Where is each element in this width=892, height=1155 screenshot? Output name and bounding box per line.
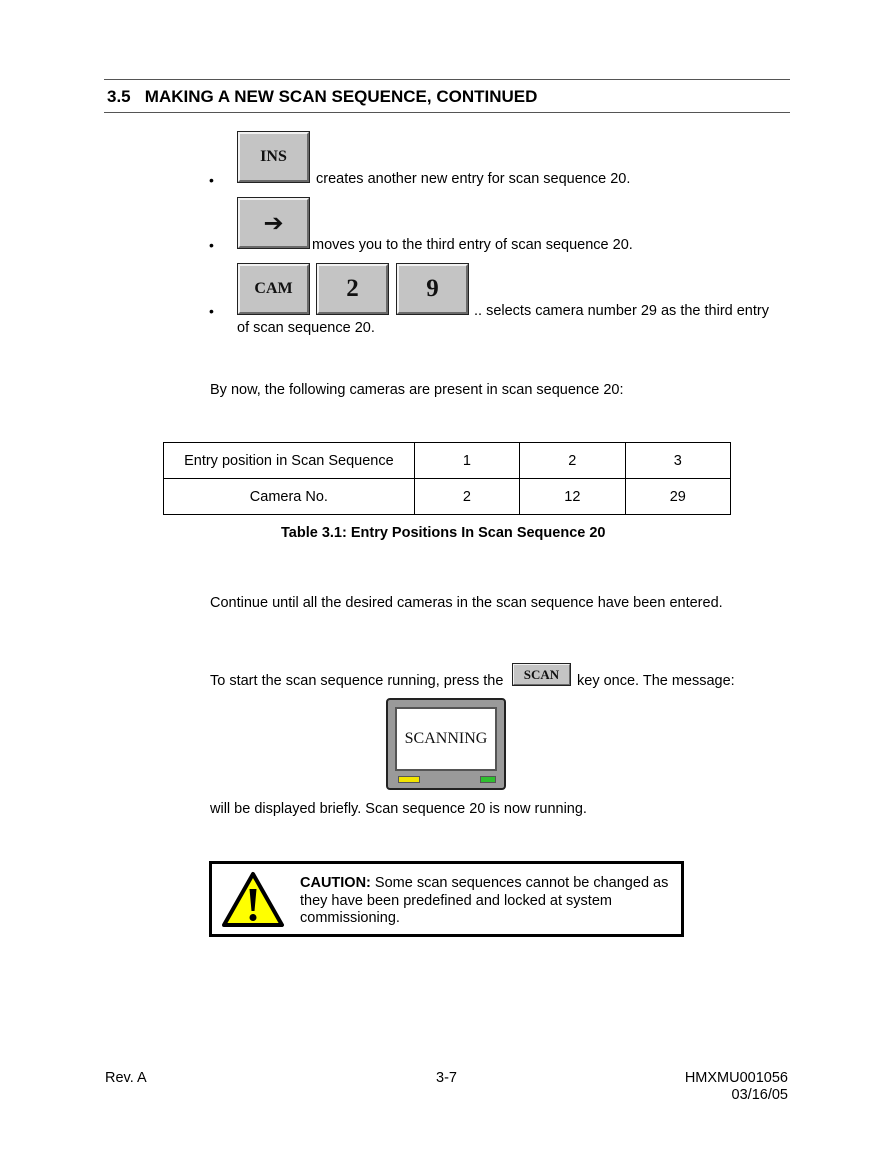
ins-key[interactable]: INS [238,132,309,182]
right-arrow-key[interactable] [238,198,309,248]
status-led-yellow [398,776,420,783]
scan-key[interactable]: SCAN [513,664,570,685]
caution-label: CAUTION: [300,875,371,891]
table-cell: 29 [625,479,730,515]
table-cell: Camera No. [164,479,415,515]
displayed-paragraph: will be displayed briefly. Scan sequence 20 is now running. [210,801,587,817]
start-paragraph-after: key once. The message: [577,673,735,689]
bullet-1-text: creates another new entry for scan sequence 20. [316,171,631,187]
top-rule [104,79,790,80]
table-cell: 1 [414,443,519,479]
caution-message [300,875,680,928]
table-cell: 2 [520,443,625,479]
footer-date: 03/16/05 [731,1087,788,1103]
section-heading: 3.5 MAKING A NEW SCAN SEQUENCE, CONTINUED [107,87,538,106]
bullet-3-text-cont: of scan sequence 20. [237,320,375,336]
cam-key[interactable]: CAM [238,264,309,314]
bullet-2-text: moves you to the third entry of scan sequence 20. [312,237,633,253]
digit-2-key[interactable]: 2 [317,264,388,314]
status-led-green [480,776,496,783]
footer-doc-info [685,1070,788,1104]
heading-underline [104,112,790,113]
right-arrow-icon: ➔ [263,209,284,237]
table-cell: 3 [625,443,730,479]
table-row [164,479,731,515]
footer-doc-number: HMXMU001056 [684,1070,788,1086]
table-row [164,443,731,479]
bullet-dot: • [209,172,214,188]
bullet-dot: • [209,303,214,319]
bullet-dot: • [209,237,214,253]
monitor-screen: SCANNING [395,707,497,771]
table-caption: Table 3.1: Entry Positions In Scan Sequence 20 [281,525,606,541]
digit-9-key[interactable]: 9 [397,264,468,314]
caution-box [209,861,684,937]
table-cell: Entry position in Scan Sequence [164,443,415,479]
table-cell: 2 [414,479,519,515]
intro-paragraph: By now, the following cameras are present in scan sequence 20: [210,382,624,398]
bullet-3-text: .. selects camera number 29 as the third entry [474,303,769,319]
monitor-icon [386,698,506,790]
footer-revision: Rev. A [105,1070,147,1086]
continue-paragraph: Continue until all the desired cameras in the scan sequence have been entered. [210,595,723,611]
entry-position-table [163,442,731,515]
warning-icon [221,871,285,929]
start-paragraph-before: To start the scan sequence running, press the [210,673,504,689]
table-cell: 12 [520,479,625,515]
footer-page-number: 3-7 [436,1070,457,1086]
caution-body: Some scan sequences cannot be changed as they have been predefined and locked at system commissioning. [300,875,669,926]
